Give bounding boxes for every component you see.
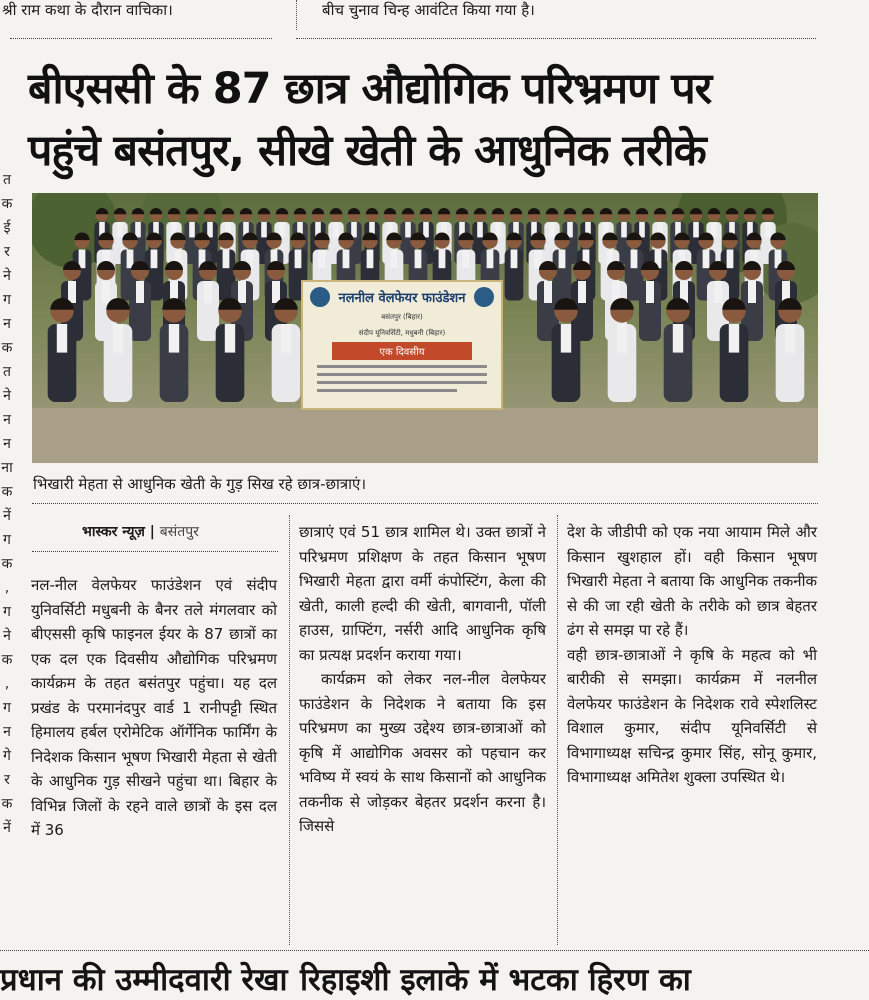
headline-line-1: बीएससी के 87 छात्र औद्योगिक परिभ्रमण पर (28, 64, 712, 114)
byline-separator: | (144, 524, 160, 540)
column-divider (296, 0, 297, 30)
group-photo-illustration (32, 193, 818, 463)
byline-divider (32, 551, 278, 552)
edge-fragment: र (4, 772, 10, 788)
article-column-1 (31, 573, 277, 843)
column-divider (289, 515, 290, 945)
edge-fragment: त (3, 364, 11, 380)
adjacent-column-fragments (0, 168, 14, 840)
article-headline (28, 58, 848, 182)
column-divider (557, 515, 558, 945)
edge-fragment: क (1, 652, 13, 668)
edge-fragment: क (1, 796, 13, 812)
edge-fragment: क (1, 196, 13, 212)
divider-line (0, 950, 869, 951)
student-figure (272, 298, 301, 402)
edge-fragment: नें (3, 820, 11, 836)
edge-fragment: ग (3, 532, 11, 548)
divider-line (296, 38, 816, 39)
edge-fragment: ने (3, 628, 11, 644)
edge-fragment: क (1, 340, 13, 356)
edge-fragment: ई (3, 220, 11, 236)
banner-subtitle-2: संदीप यूनिवर्सिटी, मधुबनी (बिहार) (358, 329, 446, 337)
edge-fragment: र (4, 244, 10, 260)
edge-fragment: न (3, 724, 11, 740)
next-story-headline-right: रिहाइशी इलाके में भटका हिरण का (300, 962, 691, 998)
previous-story-snippet-left: श्री राम कथा के दौरान वाचिका। (2, 1, 173, 19)
headline-line-2: पहुंचे बसंतपुर, सीखे खेती के आधुनिक तरीके (28, 126, 706, 176)
student-figure (48, 298, 77, 402)
edge-fragment: गे (3, 748, 11, 764)
banner-title: नलनील वेलफेयर फाउंडेशन (338, 291, 466, 306)
student-figure (129, 261, 151, 341)
edge-fragment: क (1, 484, 13, 500)
edge-fragment: ने (3, 268, 11, 284)
divider-line (10, 38, 272, 39)
article-paragraph: नल-नील वेलफेयर फाउंडेशन एवं संदीप युनिवर्सिटी मधुबनी के बैनर तले मंगलवार को बीएससी कृषि फाइनल ईयर के 87 छात्रों का एक दल एक दिवसीय औद्योगिक परिभ्रमण कार्यक्रम के तहत बसंतपुर पहुंचा। यह दल प्रखंड के परमानंदपुर वार्ड 1 रानीपट्टी स्थित हिमालय हर्बल एरोमेटिक ऑर्गेनिक फार्मिंग के निदेशक किसान भूषण भिखारी मेहता से खेती के आधुनिक गुड़ सीखने पहुंचा था। बिहार के विभिन्न जिलों के रहने वाले छात्रों के इस दल में 36 (31, 576, 277, 839)
edge-fragment: क (1, 556, 13, 572)
previous-story-snippet-right: बीच चुनाव चिन्ह आवंटित किया गया है। (322, 1, 535, 19)
edge-fragment: नें (3, 508, 11, 524)
caption-divider (32, 503, 818, 504)
student-figure (720, 298, 749, 402)
next-story-headline-left: प्रधान की उम्मीदवारी रेखा (0, 962, 288, 998)
article-paragraph: देश के जीडीपी को एक नया आयाम मिले और किसान खुशहाल हों। वही किसान भूषण भिखारी मेहता ने बताया कि आधुनिक तकनीक से की जा रही खेती के तरीके को छात्र बेहतर ढंग से समझ पा रहे हैं। (567, 523, 817, 639)
article-paragraph: कार्यक्रम को लेकर नल-नील वेलफेयर फाउंडेशन के निदेशक ने बताया कि इस परिभ्रमण का मुख्य उद्देश्य छात्र-छात्राओं को कृषि में आद्योगिक अवसर को पहचान कर भविष्य में स्वयं के साथ किसानों को आधुनिक तकनीक से जोड़कर बेहतर प्रदर्शन करना है। जिससे (299, 670, 546, 835)
article-paragraph: वही छात्र-छात्राओं ने कृषि के महत्व को भी बारीकी से समझा। कार्यक्रम में नलनील वेलफेयर फाउंडेशन के निदेशक रावे स्पेशलिस्ट विशाल कुमार, संदीप यूनिवर्सिटी से विभागाध्यक्ष सचिन्द्र कुमार सिंह, सोनू कुमार, विभागाध्यक्ष अमितेश शुक्ला उपस्थित थे। (567, 645, 817, 786)
edge-fragment: , (4, 676, 10, 692)
student-figure (776, 298, 805, 402)
student-figure (104, 298, 133, 402)
student-figure (505, 233, 524, 301)
group-photo (32, 193, 818, 463)
edge-fragment: , (4, 580, 10, 596)
student-figure (639, 261, 661, 341)
article-column-2 (299, 520, 546, 839)
edge-fragment: ग (3, 700, 11, 716)
edge-fragment: ने (3, 388, 11, 404)
foundation-banner (302, 281, 502, 409)
edge-fragment: न (3, 412, 11, 428)
byline-place: बसंतपुर (159, 524, 199, 540)
byline (82, 522, 199, 541)
edge-fragment: न (3, 316, 11, 332)
photo-caption: भिखारी मेहता से आधुनिक खेती के गुड़ सिख रहे छात्र-छात्राएं। (33, 475, 367, 493)
student-figure (160, 298, 189, 402)
banner-ribbon: एक दिवसीय (379, 347, 425, 358)
byline-agency: भास्कर न्यूज़ (82, 524, 145, 540)
edge-fragment: त (3, 172, 11, 188)
student-figure (552, 298, 581, 402)
student-figure (664, 298, 693, 402)
student-figure (216, 298, 245, 402)
student-figure (197, 261, 219, 341)
article-paragraph: छात्राएं एवं 51 छात्र शामिल थे। उक्त छात्रों ने परिभ्रमण प्रशिक्षण के तहत किसान भूषण भिखारी मेहता द्वारा वर्मी कंपोस्टिंग, केला की खेती, काली हल्दी की खेती, बागवानी, पॉली हाउस, ग्राफ्टिंग, नर्सरी आदि आधुनिक कृषि का प्रत्यक्ष प्रदर्शन कराया गया। (299, 523, 546, 664)
article-column-3 (567, 520, 817, 790)
edge-fragment: ग (3, 292, 11, 308)
edge-fragment: ना (1, 460, 13, 476)
edge-fragment: न (3, 436, 11, 452)
banner-subtitle-1: बसंतपुर (बिहार) (381, 313, 423, 321)
student-figure (608, 298, 637, 402)
edge-fragment: ग (3, 604, 11, 620)
